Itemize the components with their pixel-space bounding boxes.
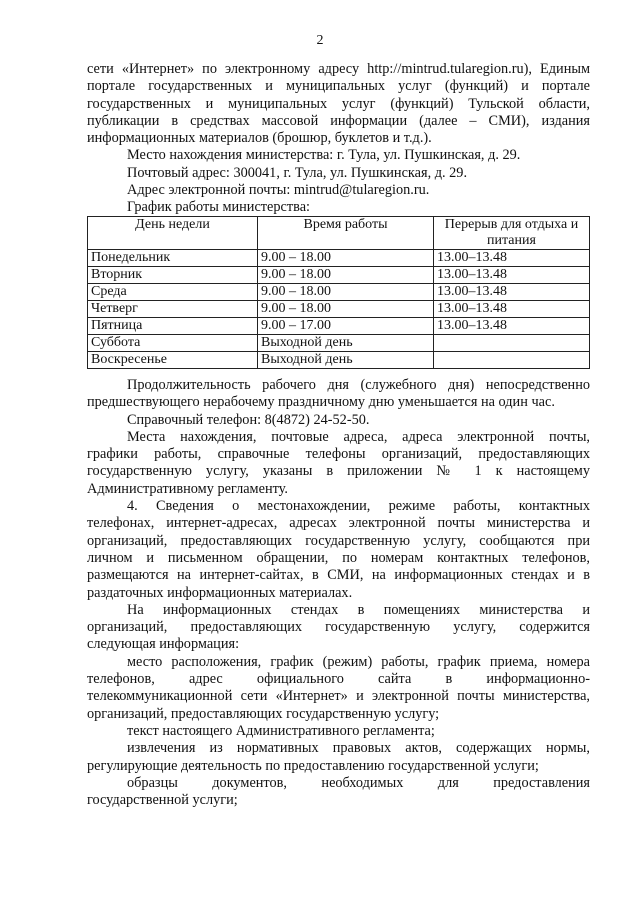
text-line: информационных материалов (брошюр, буклетов и т.д.). — [87, 130, 432, 147]
table-header-row — [88, 217, 590, 250]
text-line: извлечения из нормативных правовых актов, содержащих нормы, — [127, 740, 590, 757]
text-line: предшествующего нерабочему праздничному дню уменьшается на один час. — [87, 394, 555, 411]
postal-line: Почтовый адрес: 300041, г. Тула, ул. Пушкинская, д. 29. — [127, 164, 468, 181]
text-line: публикации в средствах массовой информации (далее – СМИ), издания — [87, 112, 590, 129]
text-line: государственной услуги; — [87, 792, 238, 809]
text-line: регулирующие деятельность по предоставлению государственной услуги; — [87, 757, 539, 774]
header-hours: Время работы — [258, 217, 434, 250]
text-line: организаций, предоставляющих государственную услугу, содержится — [87, 619, 590, 636]
cell-day: Четверг — [88, 301, 258, 318]
text-line: раздаточных информационных материалах. — [87, 584, 353, 601]
schedule-title: График работы министерства: — [127, 199, 311, 216]
table-row — [88, 318, 590, 335]
table-row — [88, 352, 590, 369]
text-line: организаций, предоставляющих государственную услугу; — [87, 705, 440, 722]
cell-break — [434, 352, 590, 369]
text-line: телефонов, адрес официального сайта в информационно- — [87, 671, 590, 688]
text-line: размещаются на интернет-сайтах, в СМИ, на информационных стендах и в — [87, 567, 590, 584]
text-line: следующая информация: — [87, 636, 240, 653]
table-row — [88, 284, 590, 301]
intro-paragraph — [87, 61, 590, 217]
cell-day: Понедельник — [88, 250, 258, 267]
cell-break: 13.00–13.48 — [434, 267, 590, 284]
phone-line: Справочный телефон: 8(4872) 24-52-50. — [127, 411, 370, 428]
text-line: текст настоящего Административного регламента; — [127, 722, 435, 739]
header-day: День недели — [88, 217, 258, 250]
text-line: портале государственных и муниципальных услуг (функций) и портале — [87, 78, 590, 95]
text-line: Административному регламенту. — [87, 480, 288, 497]
cell-break — [434, 335, 590, 352]
text-line: телекоммуникационной сети «Интернет» и электронной почты министерства, — [87, 688, 590, 705]
cell-break: 13.00–13.48 — [434, 284, 590, 301]
cell-hours: 9.00 – 18.00 — [258, 250, 434, 267]
page-number: 2 — [316, 33, 324, 48]
text-line: сети «Интернет» по электронному адресу http://mintrud.tularegion.ru), Единым — [87, 61, 590, 77]
cell-hours: 9.00 – 18.00 — [258, 301, 434, 318]
cell-hours: 9.00 – 18.00 — [258, 267, 434, 284]
cell-day: Суббота — [88, 335, 258, 352]
text-line: Места нахождения, почтовые адреса, адреса электронной почты, — [127, 428, 590, 445]
cell-hours: Выходной день — [258, 352, 434, 369]
text-line: 4. Сведения о местонахождении, режиме работы, контактных — [127, 498, 590, 515]
table-row — [88, 267, 590, 284]
cell-break: 13.00–13.48 — [434, 250, 590, 267]
body-text — [87, 377, 590, 809]
cell-break: 13.00–13.48 — [434, 318, 590, 335]
text-line: организаций, предоставляющих государственную услугу, сообщаются при — [87, 532, 590, 549]
cell-hours: Выходной день — [258, 335, 434, 352]
text-line: личном и письменном обращении, по номерам контактных телефонов, — [87, 549, 590, 566]
table-row — [88, 335, 590, 352]
text-line: место расположения, график (режим) работы, график приема, номера — [127, 653, 590, 670]
location-line: Место нахождения министерства: г. Тула, ул. Пушкинская, д. 29. — [127, 147, 521, 164]
cell-day: Пятница — [88, 318, 258, 335]
cell-hours: 9.00 – 17.00 — [258, 318, 434, 335]
table-row — [88, 301, 590, 318]
schedule-table — [87, 216, 590, 369]
cell-day: Воскресенье — [88, 352, 258, 369]
text-line: государственную услугу, указаны в приложении № 1 к настоящему — [87, 463, 590, 480]
text-line: образцы документов, необходимых для предоставления — [127, 774, 590, 791]
header-break: Перерыв для отдыха и питания — [434, 217, 590, 250]
cell-day: Среда — [88, 284, 258, 301]
table-row — [88, 250, 590, 267]
cell-break: 13.00–13.48 — [434, 301, 590, 318]
text-line: На информационных стендах в помещениях министерства и — [127, 601, 590, 618]
cell-day: Вторник — [88, 267, 258, 284]
text-line: графики работы, справочные телефоны организаций, предоставляющих — [87, 446, 590, 463]
text-line: Продолжительность рабочего дня (служебного дня) непосредственно — [127, 377, 590, 393]
email-line: Адрес электронной почты: mintrud@tularegion.ru. — [127, 182, 430, 199]
cell-hours: 9.00 – 18.00 — [258, 284, 434, 301]
text-line: государственных и муниципальных услуг (функций) Тульской области, — [87, 95, 590, 112]
text-line: телефонах, интернет-адресах, адресах электронной почты министерства и — [87, 515, 590, 532]
